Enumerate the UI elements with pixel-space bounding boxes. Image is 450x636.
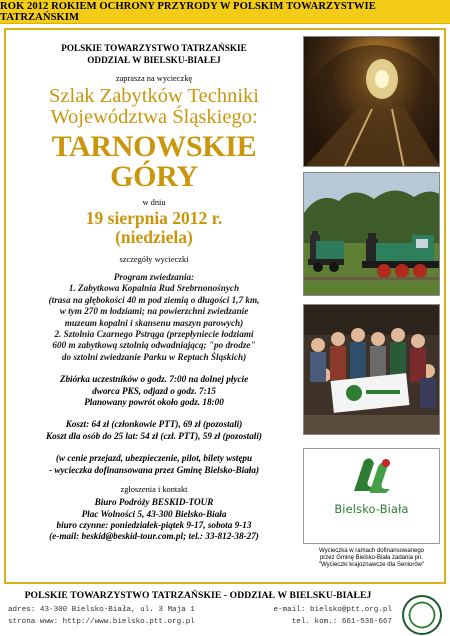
footer-row-1 xyxy=(8,606,398,614)
sponsor-note-line: przez Gminę Bielsko-Biała zadania pn. xyxy=(319,555,424,562)
footer-phone: tel. kom.: 661-536-667 xyxy=(291,618,392,626)
contact-block xyxy=(10,497,298,543)
footer-website[interactable]: strona www: http://www.bielsko.ptt.org.pl xyxy=(8,618,195,626)
group-photo xyxy=(303,304,440,435)
sponsor-logo-name: Bielsko-Biała xyxy=(334,503,409,516)
contact-line: (e-mail: beskid@beskid-tour.com.pl; tel.: 33-812-38-27) xyxy=(49,531,259,542)
contact-label: zgłoszenia i kontakt xyxy=(120,485,188,495)
contact-line: Plac Wolności 5, 43-300 Bielsko-Biała xyxy=(81,508,227,519)
sponsor-note xyxy=(303,548,440,570)
trip-weekday: (niedziela) xyxy=(115,227,193,247)
includes-block xyxy=(10,453,298,476)
mine-tunnel-photo xyxy=(303,36,440,167)
date-label: w dniu xyxy=(142,198,166,207)
meeting-line: Planowany powrót około godz. 18:00 xyxy=(84,397,224,408)
program-line: w tym 270 m łodziami; na powierzchni zwiedzanie xyxy=(59,306,249,317)
program-line: 1. Zabytkowa Kopalnia Rud Srebrnonośnych xyxy=(68,283,240,294)
locomotives-illustration xyxy=(304,173,440,296)
program-line: 600 m zabytkową sztolnią odwadniającą; "po drodze" xyxy=(52,340,256,351)
footer-email[interactable]: e-mail: bielsko@ptt.org.pl xyxy=(273,606,392,614)
meeting-block xyxy=(10,374,298,408)
destination-title: TARNOWSKIE GÓRY xyxy=(51,130,257,193)
includes-line: - wycieczka dofinansowana przez Gminę Bielsko-Biała) xyxy=(48,464,260,475)
trip-title-line-1: Szlak Zabytków Techniki xyxy=(49,85,259,107)
program-line: Program zwiedzania: xyxy=(113,272,195,282)
program-block xyxy=(10,272,298,363)
details-label: szczegóły wycieczki xyxy=(119,255,189,264)
program-line: muzeum kopalni i skansenu maszyn parowych) xyxy=(64,317,244,328)
bielsko-biala-logo-icon xyxy=(348,457,396,493)
program-line: (trasa na głębokości 40 m pod ziemią o długości 1,7 km, xyxy=(48,294,260,305)
trip-date xyxy=(10,209,298,247)
footer-title: POLSKIE TOWARZYSTWO TATRZAŃSKIE - ODDZIAŁ W BIELSKU-BIAŁEJ xyxy=(24,590,372,601)
sponsor-note-line: Wycieczka w ramach dofinansowanego xyxy=(319,548,424,554)
invite-text: zaprasza na wycieczkę xyxy=(115,74,193,83)
footer-address: adres: 43-300 Bielsko-Biała, ul. 3 Maja 1 xyxy=(8,606,195,614)
locomotives-photo xyxy=(303,172,440,296)
mine-tunnel-illustration xyxy=(304,37,440,167)
cost-block xyxy=(10,419,298,442)
ptt-seal-logo-icon xyxy=(402,595,442,635)
top-banner: ROK 2012 ROKIEM OCHRONY PRZYRODY W POLSKIM TOWARZYSTWIE TATRZAŃSKIM xyxy=(0,0,450,24)
organizer-line-2: ODDZIAŁ W BIELSKU-BIAŁEJ xyxy=(87,55,221,65)
main-column xyxy=(10,34,298,543)
group-illustration xyxy=(304,305,440,435)
trip-date-line: 19 sierpnia 2012 r. xyxy=(85,208,223,228)
footer-row-2 xyxy=(8,618,398,626)
organizer-line-1: POLSKIE TOWARZYSTWO TATRZAŃSKIE xyxy=(61,43,247,53)
cost-line: Koszt: 64 zł (członkowie PTT), 69 zł (pozostali) xyxy=(65,419,243,430)
trip-title xyxy=(10,86,298,128)
organizer-heading xyxy=(10,42,298,66)
cost-line: Koszt dla osób do 25 lat: 54 zł (czł. PTT), 59 zł (pozostali) xyxy=(46,430,262,441)
sponsor-note-line: "Wycieczki krajoznawcze dla Seniorów" xyxy=(318,562,425,569)
program-line: 2. Sztolnia Czarnego Pstrąga (przepłyniecie łodziami xyxy=(54,329,254,340)
trip-title-line-2: Województwa Śląskiego: xyxy=(50,106,258,128)
meeting-line: dworca PKS, odjazd o godz. 7:15 xyxy=(92,385,216,396)
contact-line: biuro czynne: poniedziałek-piątek 9-17, sobota 9-13 xyxy=(56,519,252,530)
sponsor-logo-box xyxy=(303,448,440,544)
includes-line: (w cenie przejazd, ubezpieczenie, pilot, bilety wstępu xyxy=(55,453,253,464)
contact-line: Biuro Podróży BESKID-TOUR xyxy=(94,497,214,508)
meeting-line: Zbiórka uczestników o godz. 7:00 na dolnej płycie xyxy=(59,374,249,385)
program-line: do sztolni zwiedzanie Parku w Reptach Śląskich) xyxy=(61,351,247,362)
